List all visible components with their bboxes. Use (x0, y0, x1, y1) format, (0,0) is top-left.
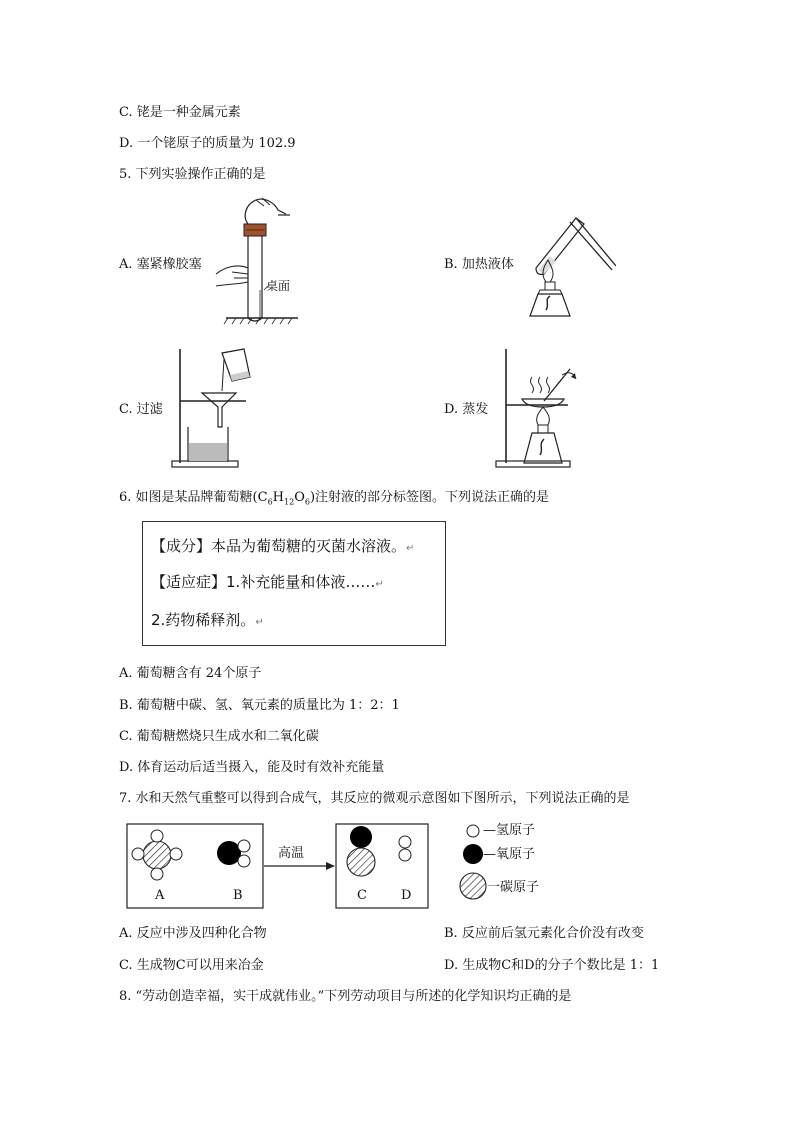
label-line-2: 【适应症】1.补充能量和体液……↵ (151, 573, 384, 591)
option-q6-d: D. 体育运动后适当摄入，能及时有效补充能量 (119, 760, 385, 775)
arrow-condition: 高温 (278, 846, 305, 861)
option-q7-c: C. 生成物C可以用来冶金 (119, 958, 264, 973)
filtration-figure (170, 345, 282, 469)
heating-liquid-figure (520, 210, 616, 320)
molecule-label-b: B (233, 888, 243, 903)
molecule-label-d: D (401, 888, 412, 903)
question-5: 5. 下列实验操作正确的是 (119, 167, 266, 182)
option-q6-a: A. 葡萄糖含有 24个原子 (119, 666, 262, 681)
label-line-1: 【成分】本品为葡萄糖的灭菌水溶液。↵ (151, 537, 415, 555)
question-7: 7. 水和天然气重整可以得到合成气，其反应的微观示意图如下图所示，下列说法正确的是 (119, 791, 630, 806)
option-q4-c: C. 铑是一种金属元素 (119, 105, 241, 120)
option-q7-a: A. 反应中涉及四种化合物 (119, 926, 267, 941)
legend-hydrogen: —氢原子 (483, 823, 536, 838)
option-q6-b: B. 葡萄糖中碳、氢、氧元素的质量比为 1：2：1 (119, 698, 400, 713)
desk-label: 桌面 (266, 279, 291, 293)
option-q5-b: B. 加热液体 (444, 257, 514, 272)
stopper-figure (212, 194, 302, 326)
option-q7-d: D. 生成物C和D的分子个数比是 1：1 (444, 958, 660, 973)
option-q5-c: C. 过滤 (119, 402, 163, 417)
option-q4-d: D. 一个铑原子的质量为 102.9 (119, 136, 296, 151)
legend-carbon: 一碳原子 (487, 880, 540, 895)
option-q6-c: C. 葡萄糖燃烧只生成水和二氧化碳 (119, 729, 319, 744)
glucose-label-box (142, 521, 446, 646)
molecule-label-a: A (155, 888, 165, 903)
label-line-3: 2.药物稀释剂。↵ (151, 611, 264, 629)
legend-oxygen: —氧原子 (483, 847, 536, 862)
option-q5-d: D. 蒸发 (444, 402, 489, 417)
molecule-label-c: C (357, 888, 367, 903)
option-q7-b: B. 反应前后氢元素化合价没有改变 (444, 926, 644, 941)
evaporation-figure (494, 345, 594, 469)
question-8: 8. “劳动创造幸福，实干成就伟业。”下列劳动项目与所述的化学知识均正确的是 (119, 989, 572, 1004)
option-q5-a: A. 塞紧橡胶塞 (119, 257, 202, 272)
question-6: 6. 如图是某品牌葡萄糖$(C_6H_{12}O_6)$注射液的部分标签图。下列说法正确的是 (119, 490, 550, 507)
